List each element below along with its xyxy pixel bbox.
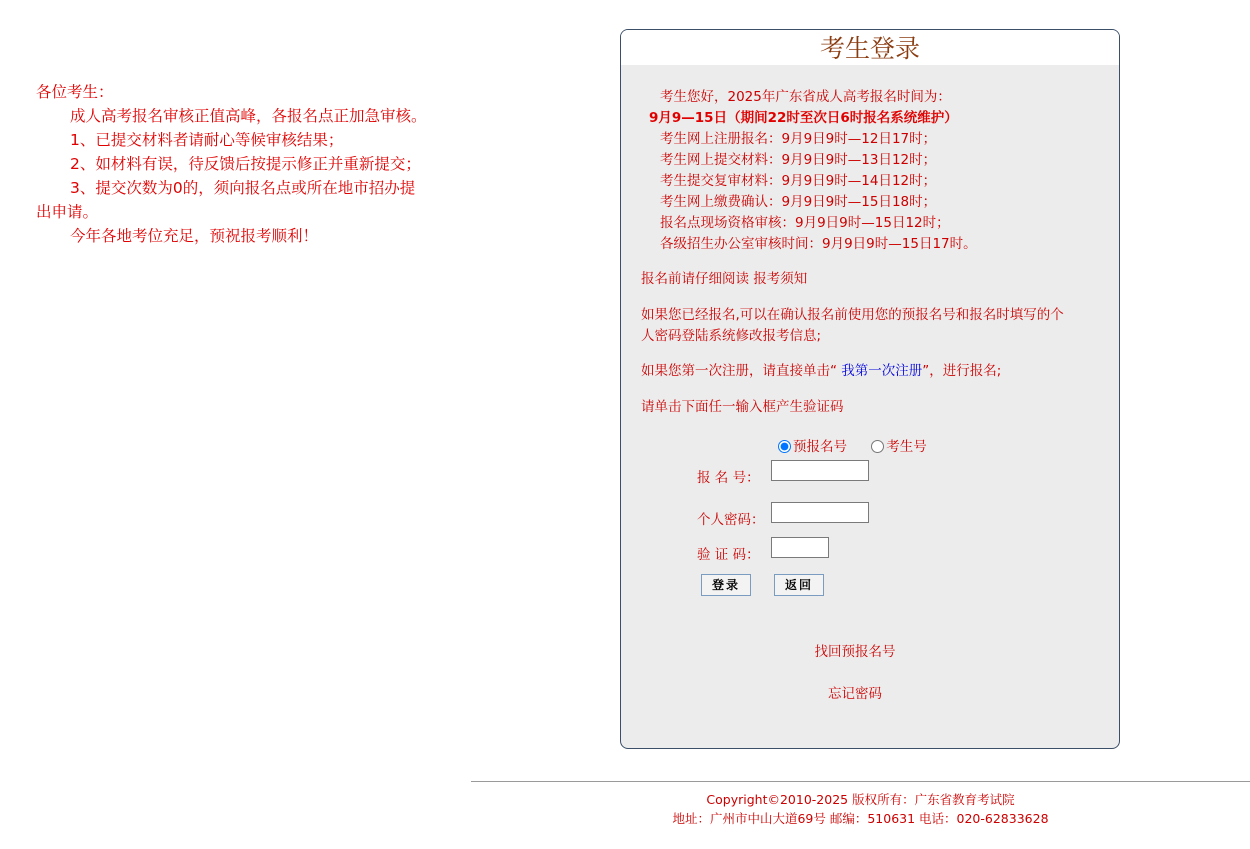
radio-prereg-label: 预报名号: [793, 439, 847, 455]
footer-address: 地址：广州市中山大道69号 邮编：510631 电话：020-62833628: [672, 811, 1049, 826]
password-label: 个人密码：: [697, 512, 765, 528]
first-time-prefix: 如果您第一次注册，请直接单击“: [641, 363, 842, 379]
captcha-input[interactable]: [771, 537, 829, 558]
schedule-line: 各级招生办公室审核时间：9月9日9时—15日17时。: [660, 236, 977, 252]
notice-item-2: 2、如材料有误，待反馈后按提示修正并重新提交；: [70, 155, 421, 173]
schedule-line: 考生网上缴费确认：9月9日9时—15日18时；: [660, 194, 937, 210]
footer-copyright: Copyright©2010-2025 版权所有：广东省教育考试院: [706, 792, 1015, 807]
exam-notice: [36, 80, 428, 248]
schedule-line: 9月9—15日（期间22时至次日6时报名系统维护）: [649, 110, 958, 126]
footer: [471, 790, 1250, 828]
schedule-line: 考生您好，2025年广东省成人高考报名时间为：: [660, 89, 951, 105]
first-time-suffix: ”，进行报名;: [922, 363, 1002, 379]
login-button[interactable]: 登录: [701, 574, 751, 596]
read-notice-link[interactable]: 报名前请仔细阅读 报考须知: [641, 271, 808, 287]
notice-closing: 今年各地考位充足，预祝报考顺利！: [70, 227, 319, 245]
schedule-line: 考生提交复审材料：9月9日9时—14日12时；: [660, 173, 937, 189]
radio-exam[interactable]: [871, 440, 884, 453]
back-button[interactable]: 返回: [774, 574, 824, 596]
notice-greeting: 各位考生：: [36, 83, 114, 101]
radio-prereg-option[interactable]: [778, 439, 847, 455]
captcha-label: 验 证 码：: [697, 547, 760, 563]
radio-exam-option[interactable]: [871, 439, 927, 455]
notice-line: 成人高考报名审核正值高峰，各报名点正加急审核。: [70, 107, 427, 125]
schedule-list: [649, 87, 977, 255]
first-time-hint: [641, 361, 1071, 382]
forgot-password-link[interactable]: 忘记密码: [828, 686, 882, 702]
regno-label: 报 名 号：: [697, 470, 760, 486]
regno-input[interactable]: [771, 460, 869, 481]
schedule-line: 考生网上提交材料：9月9日9时—13日12时；: [660, 152, 937, 168]
captcha-hint: 请单击下面任一输入框产生验证码: [641, 399, 844, 415]
schedule-line: 考生网上注册报名：9月9日9时—12日17时；: [660, 131, 937, 147]
id-type-radios: [778, 435, 927, 455]
radio-exam-label: 考生号: [886, 439, 927, 455]
first-register-link[interactable]: 我第一次注册: [841, 363, 923, 379]
notice-item-3: 3、提交次数为0的，须向报名点或所在地市招办提出申请。: [36, 179, 416, 221]
password-input[interactable]: [771, 502, 869, 523]
registered-hint: 如果您已经报名,可以在确认报名前使用您的预报名号和报名时填写的个人密码登陆系统修改报考信息;: [641, 307, 1064, 344]
login-panel: [620, 29, 1120, 749]
footer-divider: [471, 781, 1250, 782]
notice-item-1: 1、已提交材料者请耐心等候审核结果；: [70, 131, 344, 149]
recover-prereg-link[interactable]: 找回预报名号: [814, 644, 896, 660]
radio-prereg[interactable]: [778, 440, 791, 453]
panel-title: 考生登录: [621, 30, 1119, 65]
schedule-line: 报名点现场资格审核：9月9日9时—15日12时；: [660, 215, 950, 231]
